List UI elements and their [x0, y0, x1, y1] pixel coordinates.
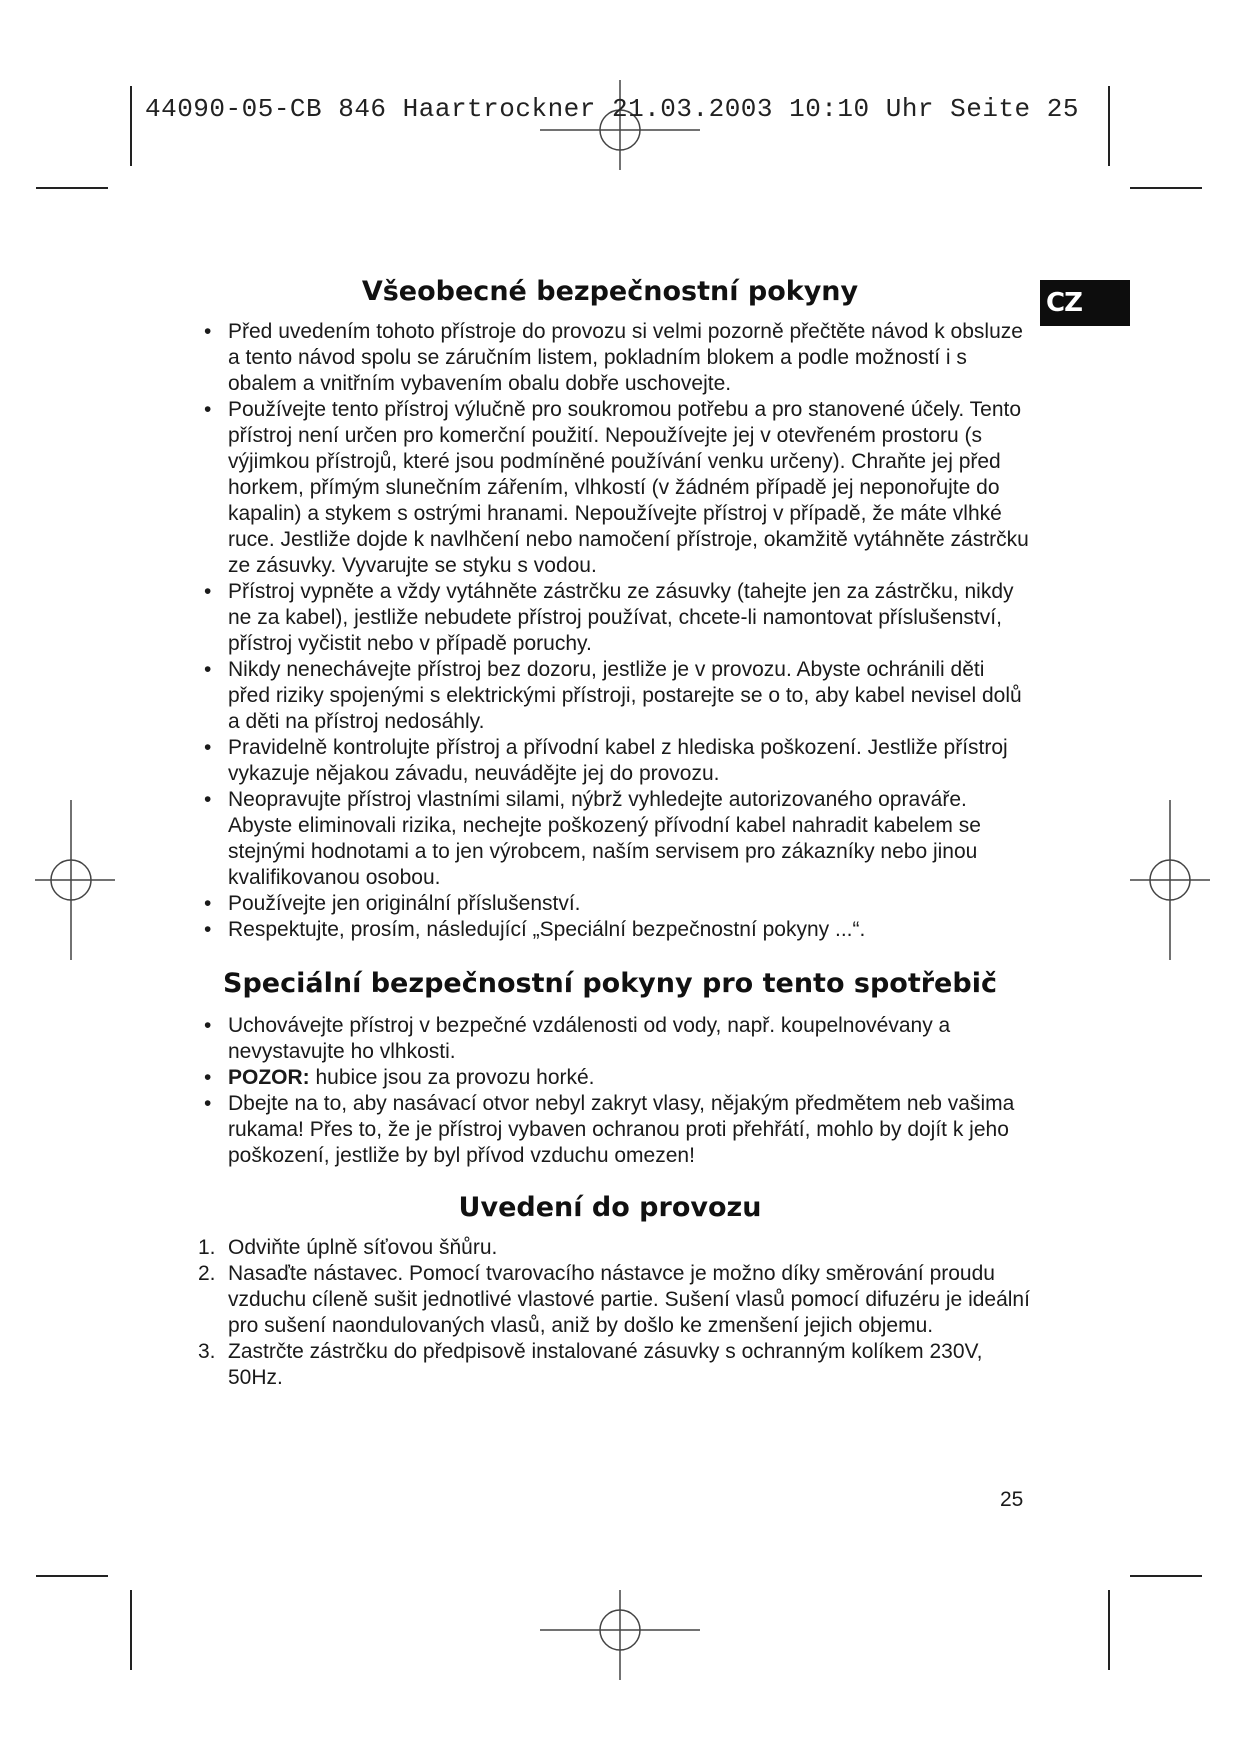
crop-mark-top-right-v	[1108, 86, 1110, 166]
bullet-glyph: •	[204, 892, 212, 915]
crop-mark-bottom-right-v	[1108, 1590, 1110, 1670]
registration-target-left	[35, 800, 115, 960]
bullet-glyph: •	[204, 1066, 212, 1089]
list-item: • Pravidelně kontrolujte přístroj a přívodní kabel z hlediska poškození. Jestliže přístroj vykazuje nějakou závadu, neuvádějte jej do provozu.	[204, 736, 1008, 785]
section-title-operation: Uvedení do provozu	[458, 1192, 762, 1223]
bullet-glyph: •	[204, 658, 212, 681]
list-item: • Nikdy nenechávejte přístroj bez dozoru, jestliže je v provozu. Abyste ochránili děti před riziky spojenými s elektrickými přístroji, postarejte se o to, aby kabel nevisel dolů a děti na přístroj nedosáhly.	[204, 658, 1022, 733]
general-safety-list	[190, 319, 1030, 943]
operation-steps	[190, 1235, 1030, 1391]
step-item: 1. Odviňte úplně síťovou šňůru.	[198, 1236, 498, 1259]
list-item: • Používejte jen originální příslušenství.	[204, 892, 581, 915]
bullet-glyph: •	[204, 788, 212, 811]
step-item: 3. Zastrčte zástrčku do předpisově instalované zásuvky s ochranným kolíkem 230V, 50Hz.	[198, 1340, 983, 1389]
list-item-warning	[190, 1065, 1030, 1091]
crop-mark-bottom-left-h	[36, 1575, 108, 1577]
bullet-glyph: •	[204, 398, 212, 421]
list-item: • Respektujte, prosím, následující „Speciální bezpečnostní pokyny ...“.	[204, 918, 866, 941]
step-item: 2. Nasaďte nástavec. Pomocí tvarovacího nástavce je možno díky směrování proudu vzduchu cíleně sušit jednotlivé vlastové partie. Sušení vlasů pomocí difuzéru je ideální pro sušení naondulovaných vlasů, aniž by došlo ke zmenšení jejich objemu.	[198, 1262, 1030, 1337]
crop-mark-bottom-right-h	[1130, 1575, 1202, 1577]
list-item: • Používejte tento přístroj výlučně pro soukromou potřebu a pro stanovené účely. Tento přístroj není určen pro komerční použití. Nepoužívejte jej v otevřeném prostoru (s výjimkou přístrojů, které jsou podmíněné používání venku určeny). Chraňte jej před horkem, přímým slunečním zářením, vlhkostí (v žádném případě jej neponořujte do kapalin) a stykem s ostrými hranami. Nepoužívejte přístroj v případě, že máte vlhké ruce. Jestliže dojde k navlhčení nebo namočení přístroje, okamžitě vytáhněte zástrčku ze zásuvky. Vyvarujte se styku s vodou.	[204, 398, 1029, 577]
list-item: • Uchovávejte přístroj v bezpečné vzdálenosti od vody, např. koupelnovévany a nevystavujte ho vlhkosti.	[204, 1014, 951, 1063]
page-number: 25	[1000, 1488, 1024, 1511]
print-header: 44090-05-CB 846 Haartrockner 21.03.2003 10:10 Uhr Seite 25	[145, 94, 1079, 124]
special-safety-list	[190, 1013, 1030, 1169]
list-item: • Před uvedením tohoto přístroje do provozu si velmi pozorně přečtěte návod k obsluze a tento návod spolu se záručním listem, pokladním blokem a podle možností i s obalem a vnitřním vybavením obalu dobře uschovejte.	[204, 320, 1023, 395]
warning-label: POZOR:	[228, 1066, 310, 1089]
list-item: • Přístroj vypněte a vždy vytáhněte zástrčku ze zásuvky (tahejte jen za zástrčku, nikdy ne za kabel), jestliže nebudete přístroj používat, chcete-li namontovat příslušenství, přístroj vyčistit nebo v případě poruchy.	[204, 580, 1014, 655]
section-title-special-safety: Speciální bezpečnostní pokyny pro tento spotřebič	[223, 968, 997, 999]
list-item: • Neopravujte přístroj vlastními silami, nýbrž vyhledejte autorizovaného opraváře. Abyste eliminovali rizika, nechejte poškozený přívodní kabel nahradit kabelem se stejnými hodnotami a to jen výrobcem, naším servisem pro zákazníky nebo jinou kvalifikovanou osobou.	[204, 788, 981, 889]
section-title-general-safety: Všeobecné bezpečnostní pokyny	[361, 276, 859, 307]
language-tab: CZ	[1040, 280, 1130, 326]
list-item: • Dbejte na to, aby nasávací otvor nebyl zakryt vlasy, nějakým předmětem neb vašima rukama! Přes to, že je přístroj vybaven ochranou proti přehřátí, mohlo by dojít k jeho poškození, jestliže by byl přívod vzduchu omezen!	[204, 1092, 1015, 1167]
registration-target-right	[1130, 800, 1210, 960]
bullet-glyph: •	[204, 1092, 212, 1115]
bullet-glyph: •	[204, 580, 212, 603]
crop-mark-top-left-h	[36, 187, 108, 189]
document-body	[190, 275, 1030, 1391]
bullet-glyph: •	[204, 736, 212, 759]
bullet-glyph: •	[204, 918, 212, 941]
bullet-glyph: •	[204, 1014, 212, 1037]
registration-target-bottom	[540, 1590, 700, 1680]
warning-text: hubice jsou za provozu horké.	[309, 1066, 595, 1089]
crop-mark-bottom-left-v	[130, 1590, 132, 1670]
bullet-glyph: •	[204, 320, 212, 343]
crop-mark-top-left-v	[130, 86, 132, 166]
crop-mark-top-right-h	[1130, 187, 1202, 189]
